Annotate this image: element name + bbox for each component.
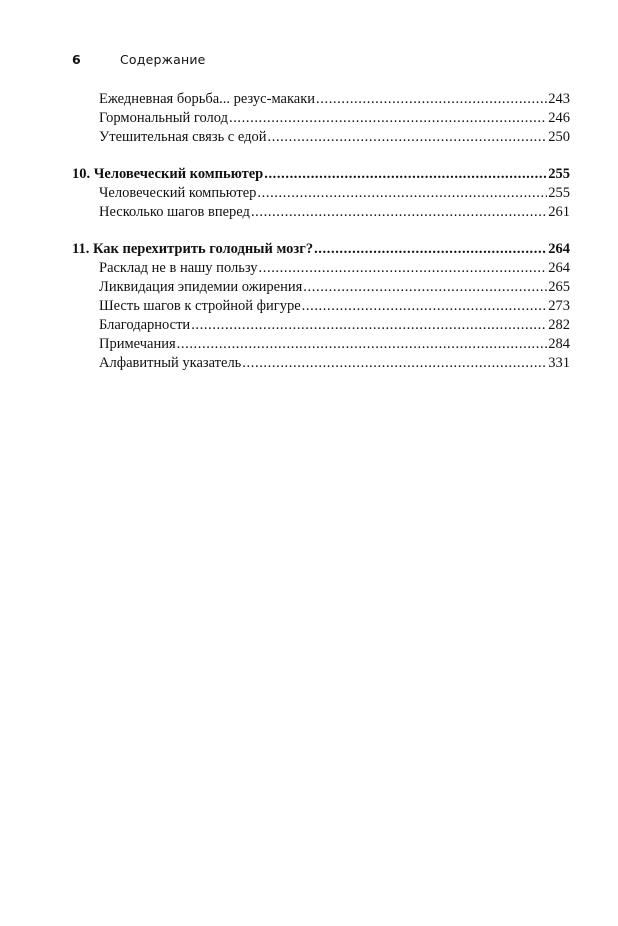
toc-entry-page: 250 — [548, 129, 570, 145]
toc-chapter-11[interactable] — [72, 240, 570, 259]
toc-entry-page: 331 — [548, 355, 570, 371]
toc-entry[interactable] — [72, 128, 570, 147]
toc-entry[interactable] — [72, 90, 570, 109]
dot-leader — [268, 128, 548, 147]
toc-entry-label: Человеческий компьютер — [99, 185, 257, 201]
toc-entry-page: 261 — [548, 204, 570, 220]
dot-leader — [259, 259, 548, 278]
table-of-contents — [72, 90, 570, 373]
toc-entry-label: Благодарности — [99, 317, 191, 333]
dot-leader — [229, 109, 547, 128]
toc-entry[interactable] — [72, 354, 570, 373]
toc-entry[interactable] — [72, 297, 570, 316]
toc-entry[interactable] — [72, 316, 570, 335]
dot-leader — [316, 90, 547, 109]
dot-leader — [191, 316, 547, 335]
page-number: 6 — [72, 52, 81, 67]
toc-entry[interactable] — [72, 203, 570, 222]
toc-entry[interactable] — [72, 335, 570, 354]
toc-entry-page: 282 — [548, 317, 570, 333]
toc-entry-page: 255 — [548, 185, 570, 201]
toc-entry-page: 243 — [548, 91, 570, 107]
dot-leader — [302, 297, 548, 316]
toc-entry-page: 284 — [548, 336, 570, 352]
dot-leader — [251, 203, 547, 222]
running-header — [72, 52, 570, 70]
dot-leader — [257, 184, 547, 203]
dot-leader — [314, 240, 547, 259]
toc-entry-page: 265 — [548, 279, 570, 295]
toc-entry-label: Несколько шагов вперед — [99, 204, 250, 220]
toc-chapter-10[interactable] — [72, 165, 570, 184]
toc-entry-label: Гормональный голод — [99, 110, 228, 126]
toc-entry-label: Ежедневная борьба... резус-макаки — [99, 91, 316, 107]
section-gap — [72, 147, 570, 165]
toc-entry[interactable] — [72, 109, 570, 128]
chapter-title: 11. Как перехитрить голодный мозг? — [72, 241, 314, 257]
toc-entry[interactable] — [72, 184, 570, 203]
toc-entry-page: 246 — [548, 110, 570, 126]
toc-entry-label: Ликвидация эпидемии ожирения — [99, 279, 303, 295]
toc-entry-label: Алфавитный указатель — [99, 355, 242, 371]
toc-entry-page: 273 — [548, 298, 570, 314]
running-title: Содержание — [120, 52, 206, 67]
chapter-page: 255 — [548, 166, 570, 182]
toc-entry-label: Расклад не в нашу пользу — [99, 260, 258, 276]
chapter-page: 264 — [548, 241, 570, 257]
toc-entry-label: Утешительная связь с едой — [99, 129, 267, 145]
dot-leader — [177, 335, 548, 354]
dot-leader — [303, 278, 547, 297]
toc-entry-page: 264 — [548, 260, 570, 276]
section-gap — [72, 222, 570, 240]
dot-leader — [264, 165, 547, 184]
toc-entry[interactable] — [72, 259, 570, 278]
toc-entry[interactable] — [72, 278, 570, 297]
toc-entry-label: Примечания — [99, 336, 176, 352]
dot-leader — [242, 354, 547, 373]
chapter-title: 10. Человеческий компьютер — [72, 166, 264, 182]
toc-entry-label: Шесть шагов к стройной фигуре — [99, 298, 301, 314]
